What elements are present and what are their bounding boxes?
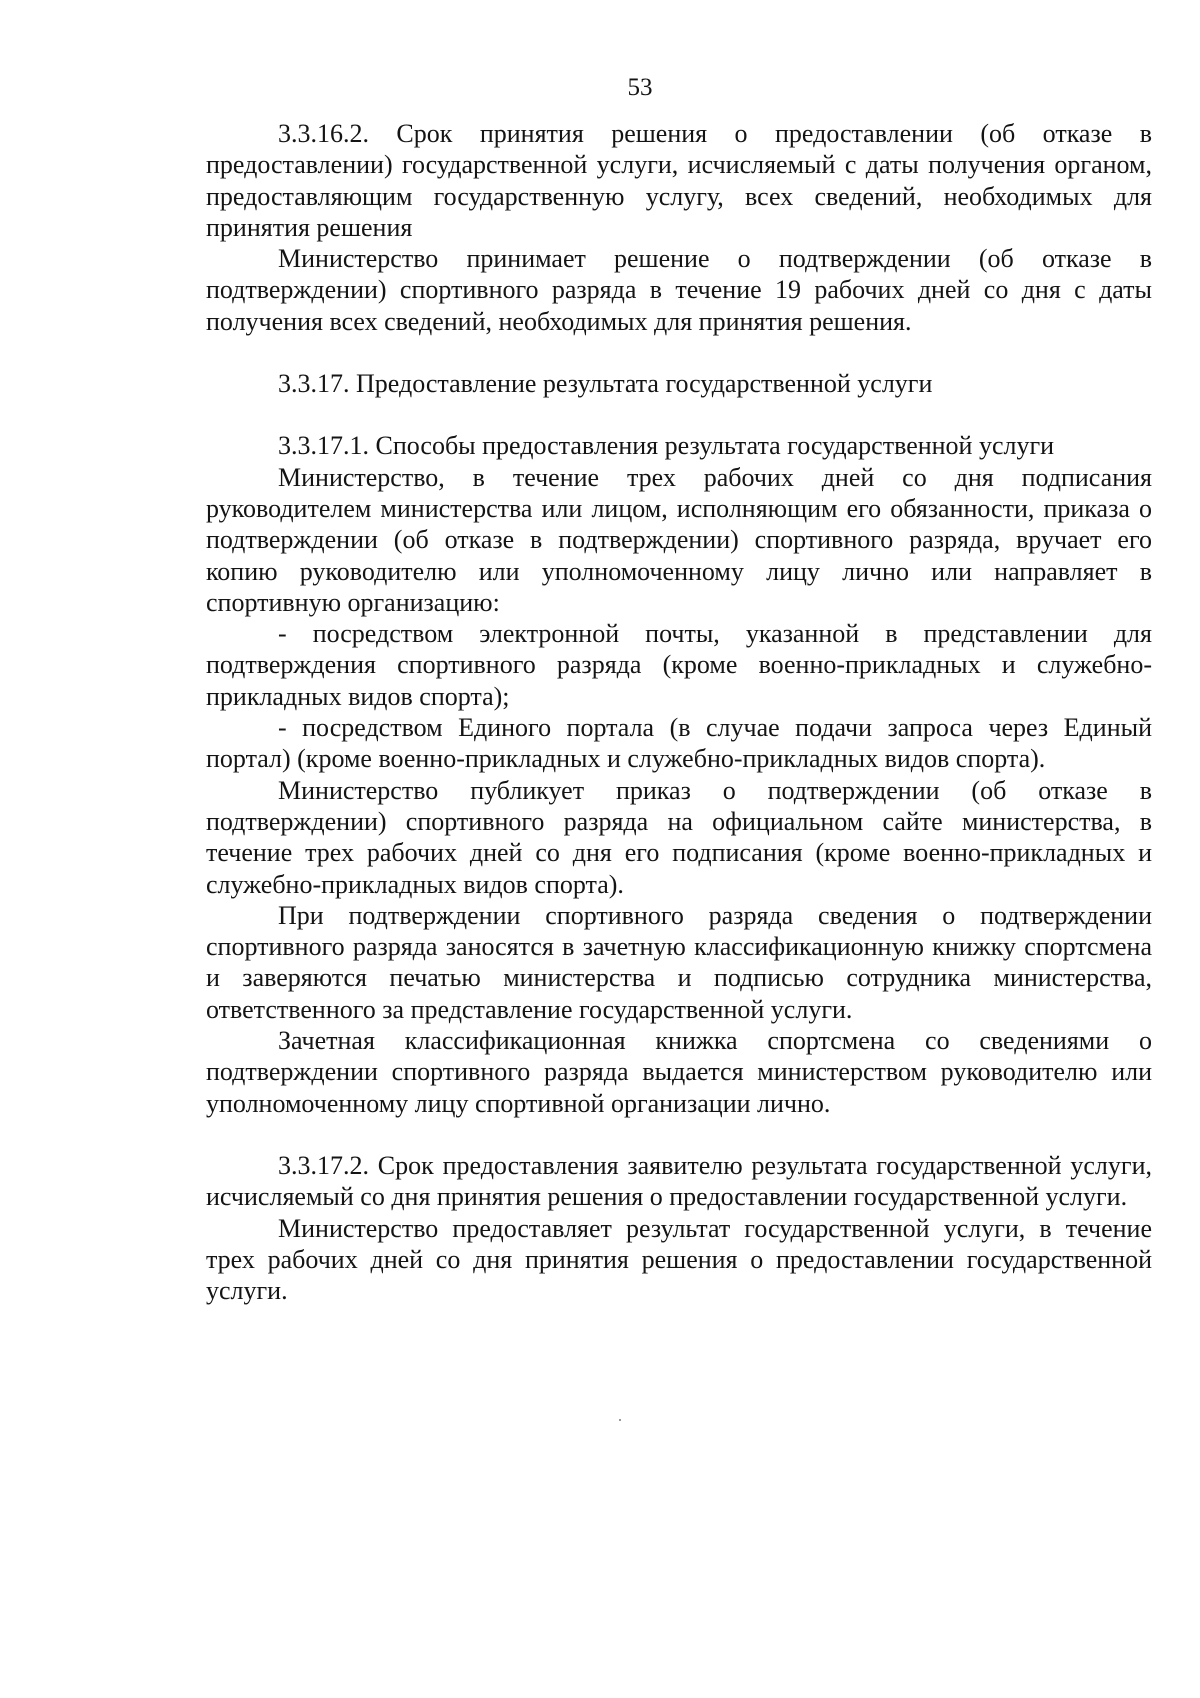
document-body	[206, 118, 1152, 1306]
spacer	[206, 337, 1152, 368]
section-3-3-17-1-bullet-1: - посредством электронной почты, указанной в представлении для подтверждения спортивного разряда (кроме военно-прикладных и служебно-прикладных видов спорта);	[206, 619, 1152, 711]
section-3-3-17-1-paragraph-4: Зачетная классификационная книжка спортсмена со сведениями о подтверждении спортивного разряда выдается министерством руководителю или уполномоченному лицу спортивной организации лично.	[206, 1026, 1152, 1118]
scan-speck	[619, 1419, 621, 1421]
section-3-3-17-1-paragraph-3: При подтверждении спортивного разряда сведения о подтверждении спортивного разряда заносятся в зачетную классификационную книжку спортсмена и заверяются печатью министерства и подписью сотрудника министерства, ответственного за представление государственной услуги.	[206, 900, 1152, 1024]
section-3-3-16-2-body: Министерство принимает решение о подтверждении (об отказе в подтверждении) спортивного разряда в течение 19 рабочих дней со дня с даты получения всех сведений, необходимых для принятия решения.	[206, 244, 1152, 336]
page-number: 53	[627, 74, 653, 101]
section-3-3-17-1-heading: 3.3.17.1. Способы предоставления результата государственной услуги	[278, 431, 1055, 461]
section-3-3-17-1-paragraph-2: Министерство публикует приказ о подтверждении (об отказе в подтверждении) спортивного разряда на официальном сайте министерства, в течение трех рабочих дней со дня его подписания (кроме военно-прикладных и служебно-прикладных видов спорта).	[206, 775, 1152, 899]
section-3-3-17-heading: 3.3.17. Предоставление результата государственной услуги	[278, 369, 933, 399]
section-3-3-17-1-bullet-2: - посредством Единого портала (в случае подачи запроса через Единый портал) (кроме военно-прикладных и служебно-прикладных видов спорта).	[206, 713, 1152, 774]
spacer	[206, 1119, 1152, 1150]
section-3-3-17-2-body: Министерство предоставляет результат государственной услуги, в течение трех рабочих дней со дня принятия решения о предоставлении государственной услуги.	[206, 1213, 1152, 1306]
section-3-3-17-2-heading: 3.3.17.2. Срок предоставления заявителю результата государственной услуги, исчисляемый со дня принятия решения о предоставлении государственной услуги.	[206, 1150, 1152, 1212]
spacer	[206, 399, 1152, 430]
section-3-3-16-2-heading: 3.3.16.2. Срок принятия решения о предоставлении (об отказе в предоставлении) государственной услуги, исчисляемый с даты получения органом, предоставляющим государственную услугу, всех сведений, необходимых для принятия решения	[206, 119, 1152, 242]
section-3-3-17-1-paragraph-1: Министерство, в течение трех рабочих дней со дня подписания руководителем министерства или лицом, исполняющим его обязанности, приказа о подтверждении (об отказе в подтверждении) спортивного разряда, вручает его копию руководителю или уполномоченному лицу лично или направляет в спортивную организацию:	[206, 462, 1152, 617]
